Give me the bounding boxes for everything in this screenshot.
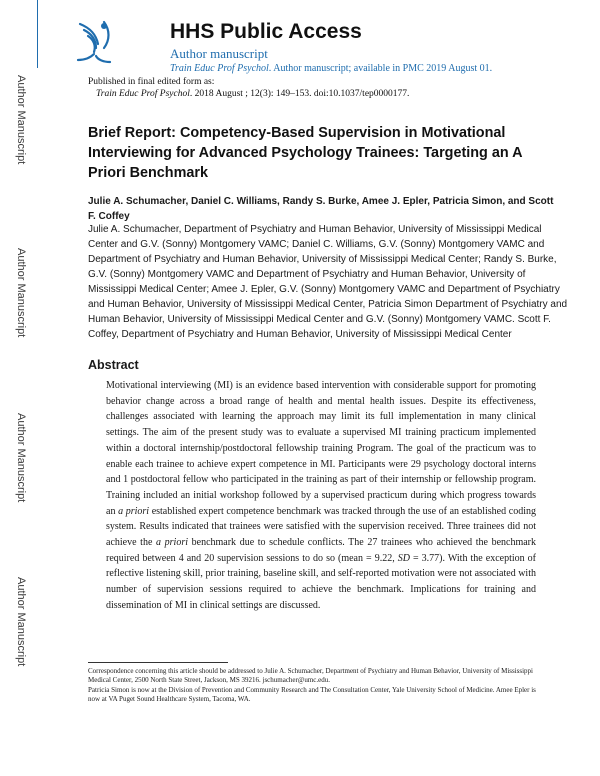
- published-info: [88, 76, 409, 100]
- abstract-text-2: established expert competence benchmark was tracked through the use of an established coding system. Results indicated that trainees were satisfied with the supervision received. Three trainees did not achieve the: [106, 505, 536, 549]
- abstract-em-3: SD: [397, 552, 410, 564]
- journal-availability: [170, 63, 492, 74]
- abstract-em-1: a priori: [118, 505, 150, 517]
- correspondence-note: Correspondence concerning this article should be addressed to Julie A. Schumacher, Department of Psychiatry and Human Behavior, University of Mississippi Medical Center, 2500 North State Street, Jackson, MS 39216. jschumacher@umc.edu.: [88, 667, 534, 685]
- footnote-rule: [88, 662, 228, 663]
- author-manuscript-label: Author manuscript: [170, 46, 268, 61]
- hhs-public-access-title: HHS Public Access: [170, 20, 362, 43]
- published-journal: Train Educ Prof Psychol: [96, 89, 190, 99]
- published-citation-text: . 2018 August ; 12(3): 149–153. doi:10.1037/tep0000177.: [189, 89, 410, 99]
- abstract-text-1: Motivational interviewing (MI) is an evidence based intervention with considerable support for promoting behavior change across a broad range of health and mental health issues. Despite its effectiveness, challenges associated with learning the approach may limit its full implementation in many clinical settings. The aim of the present study was to evaluate a supervised MI training practicum implemented within a doctoral internship/postdoctoral fellowship training Program. The goal of the practicum was to enable each trainee to achieve expert competence in MI. Participants were 29 psychology doctoral interns and 1 postdoctoral fellow who participated in the training as part of their internship or fellowship program. Training included an initial workshop followed by a supervised practicum during which progress towards an: [106, 380, 536, 517]
- abstract-text-3: benchmark due to schedule conflicts. The 27 trainees who achieved the benchmark required between 4 and 20 supervision sessions to do so (mean = 9.22,: [106, 537, 537, 564]
- author-affiliations: Julie A. Schumacher, Department of Psychiatry and Human Behavior, University of Mississippi Medical Center and G.V. (Sonny) Montgomery VAMC; Daniel C. Williams, G.V. (Sonny) Montgomery VAMC and Department of Psychiatry and Human Behavior, University of Mississippi Medical Center; Randy S. Burke, G.V. (Sonny) Montgomery VAMC and Department of Psychiatry and Human Behavior, University of Mississippi Medical Center; Amee J. Epler, G.V. (Sonny) Montgomery VAMC and Department of Psychiatry and Human Behavior, University of Mississippi Medical Center, Patricia Simon Department of Psychiatry and Human Behavior, University of Mississippi Medical Center and G.V. (Sonny) Montgomery VAMC. Scott F. Coffey, Department of Psychiatry and Human Behavior, University of Mississippi Medical Center: [88, 224, 568, 340]
- journal-abbrev: Train Educ Prof Psychol: [170, 63, 269, 74]
- abstract-heading: Abstract: [88, 358, 139, 372]
- abstract-text-4: = 3.77). With the exception of reflective listening skill, prior training, baseline skill, and self-reported motivation were not associated with number of supervision sessions required to achieve the benchmark. Implications for training and dissemination of MI in clinical settings are discussed.: [106, 552, 536, 611]
- footnotes: [88, 667, 538, 705]
- sidebar-label-4: Author Manuscript: [15, 577, 27, 667]
- affiliation-change-note: Patricia Simon is now at the Division of Prevention and Community Research and The Consultation Center, Yale University School of Medicine. Amee Epler is now at VA Puget Sound Healthcare System, Tacoma, WA.: [88, 685, 536, 704]
- sidebar-label-2: Author Manuscript: [15, 248, 27, 338]
- abstract-em-2: a priori: [156, 537, 188, 549]
- published-citation: [88, 88, 409, 100]
- header-divider: [37, 0, 38, 68]
- sidebar-label-3: Author Manuscript: [15, 413, 27, 503]
- availability-text: . Author manuscript; available in PMC 2019 August 01.: [268, 63, 493, 74]
- header: [40, 6, 600, 76]
- hhs-eagle-logo-icon: [74, 16, 116, 68]
- published-label: Published in final edited form as:: [88, 77, 215, 87]
- author-list: Julie A. Schumacher, Daniel C. Williams, Randy S. Burke, Amee J. Epler, Patricia Simon, and Scott F. Coffey: [88, 196, 554, 222]
- sidebar-label-1: Author Manuscript: [15, 75, 27, 165]
- article-title: Brief Report: Competency-Based Supervision in Motivational Interviewing for Advanced Psychology Trainees: Targeting an A Priori Benchmark: [88, 125, 522, 181]
- abstract-body: [106, 378, 536, 614]
- author-manuscript-sidebar: [0, 0, 36, 776]
